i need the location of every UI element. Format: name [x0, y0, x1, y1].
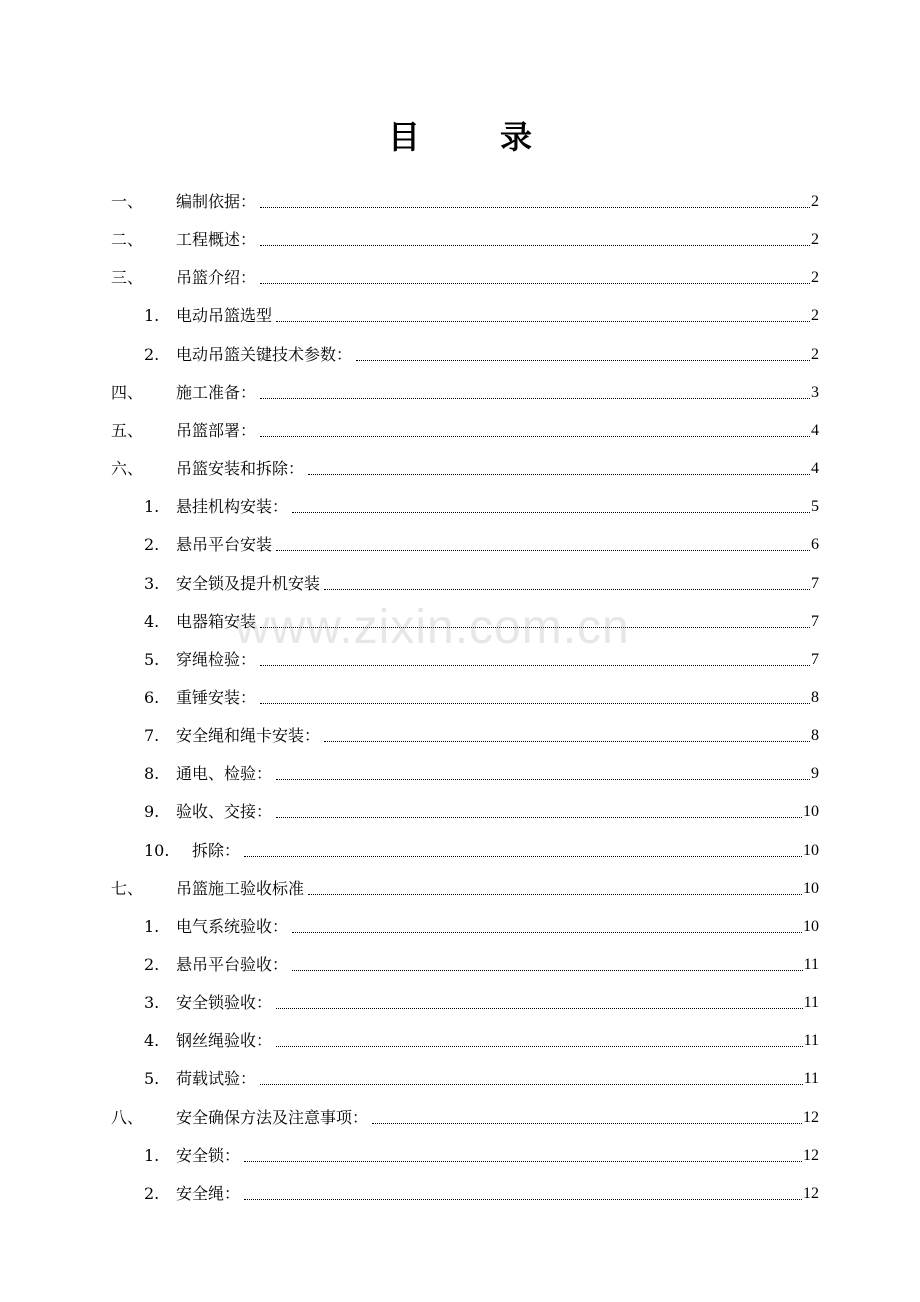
toc-entry-number: 一、: [111, 192, 144, 211]
toc-entry[interactable]: [144, 899, 819, 937]
toc-entry-title: 荷载试验：: [176, 1069, 257, 1089]
toc-entry-number: 7.: [144, 726, 160, 746]
toc-dot-leader: [324, 589, 810, 590]
toc-entry-page-number: 12: [803, 1184, 819, 1202]
toc-entry-number: 2.: [144, 1183, 160, 1203]
toc-entry-page-number: 7: [811, 574, 819, 592]
toc-entry[interactable]: [144, 517, 819, 555]
toc-entry[interactable]: [111, 174, 819, 212]
toc-entry[interactable]: [111, 441, 819, 479]
toc-entry-page-number: 2: [811, 307, 819, 325]
toc-entry-number: 3.: [144, 993, 160, 1013]
toc-dot-leader: [276, 817, 802, 818]
toc-entry[interactable]: [144, 556, 819, 594]
toc-entry-title: 悬吊平台验收：: [176, 955, 289, 974]
toc-entry-page-number: 8: [811, 688, 819, 706]
toc-dot-leader: [276, 550, 810, 551]
toc-entry-number: 5.: [144, 1069, 160, 1089]
toc-entry-title: 穿绳检验：: [176, 649, 257, 669]
toc-entry-number: 4.: [144, 611, 160, 631]
toc-entry-page-number: 4: [811, 421, 819, 439]
toc-entry-page-number: 5: [811, 498, 819, 516]
toc-dot-leader: [260, 1084, 803, 1085]
toc-entry[interactable]: [144, 975, 819, 1013]
toc-dot-leader: [292, 970, 803, 971]
toc-entry-number: 6.: [144, 687, 160, 707]
toc-dot-leader: [356, 360, 810, 361]
toc-entry-number: 四、: [111, 382, 144, 402]
toc-dot-leader: [324, 741, 810, 742]
toc-entry-page-number: 4: [811, 460, 819, 478]
toc-entry-page-number: 6: [811, 536, 819, 554]
toc-dot-leader: [308, 474, 810, 475]
toc-entry[interactable]: [144, 288, 819, 326]
toc-entry-title: 吊篮介绍：: [176, 268, 257, 288]
toc-entry[interactable]: [144, 1013, 819, 1051]
toc-entry-number: 二、: [111, 230, 144, 250]
toc-dot-leader: [308, 894, 802, 895]
toc-entry-title: 验收、交接：: [176, 802, 273, 822]
toc-dot-leader: [244, 1161, 802, 1162]
toc-entry-title: 安全绳：: [176, 1183, 241, 1203]
toc-entry[interactable]: [111, 212, 819, 250]
toc-dot-leader: [372, 1123, 802, 1124]
page-title: [0, 112, 920, 158]
toc-entry-page-number: 2: [811, 345, 819, 363]
toc-entry-page-number: 11: [803, 994, 819, 1012]
toc-dot-leader: [276, 779, 810, 780]
toc-entry-title: 悬挂机构安装：: [176, 497, 289, 517]
toc-entry[interactable]: [144, 823, 819, 861]
toc-entry-number: 2.: [144, 344, 160, 364]
toc-entry-title: 编制依据：: [176, 192, 257, 211]
toc-entry-page-number: 11: [803, 956, 819, 973]
toc-entry[interactable]: [144, 937, 819, 975]
toc-entry-page-number: 11: [803, 1032, 819, 1050]
toc-dot-leader: [244, 1199, 802, 1200]
toc-dot-leader: [260, 436, 810, 437]
toc-entry-page-number: 2: [811, 269, 819, 287]
toc-entry[interactable]: [144, 1128, 819, 1166]
toc-entry-number: 2.: [144, 535, 160, 555]
toc-entry-title: 钢丝绳验收：: [176, 1031, 273, 1051]
toc-dot-leader: [276, 1046, 803, 1047]
toc-entry-title: 安全锁验收：: [176, 993, 273, 1013]
toc-entry-number: 5.: [144, 649, 160, 669]
toc-entry-number: 4.: [144, 1031, 160, 1051]
toc-entry-page-number: 10: [803, 841, 819, 859]
toc-entry-page-number: 9: [811, 765, 819, 783]
title-char-1: 目: [387, 118, 420, 156]
toc-entry-number: 八、: [111, 1107, 144, 1127]
toc-entry-number: 2.: [144, 955, 160, 974]
toc-entry-number: 8.: [144, 764, 160, 784]
toc-entry-number: 10.: [144, 840, 170, 860]
toc-entry[interactable]: [144, 1166, 819, 1204]
toc-dot-leader: [292, 512, 810, 513]
toc-entry[interactable]: [144, 784, 819, 822]
toc-dot-leader: [244, 856, 802, 857]
toc-entry-page-number: 12: [803, 1108, 819, 1126]
toc-entry-number: 1.: [144, 916, 160, 936]
toc-dot-leader: [292, 932, 802, 933]
toc-entry-title: 工程概述：: [176, 230, 257, 250]
toc-dot-leader: [260, 283, 810, 284]
toc-entry[interactable]: [111, 861, 819, 899]
toc-entry-page-number: 8: [811, 727, 819, 745]
toc-entry-page-number: 10: [803, 917, 819, 935]
toc-entry-page-number: 3: [811, 383, 819, 401]
toc-entry-title: 悬吊平台安装: [176, 535, 273, 555]
toc-entry-title: 重锤安装：: [176, 687, 257, 707]
toc-entry-title: 安全绳和绳卡安装：: [176, 726, 321, 746]
watermark: www.zixin.com.cn: [235, 601, 630, 654]
toc-entry-title: 电动吊篮关键技术参数：: [176, 344, 353, 364]
toc-dot-leader: [276, 1008, 803, 1009]
title-char-2: 录: [500, 118, 533, 156]
toc-entry-title: 吊篮部署：: [176, 420, 257, 440]
toc-entry[interactable]: [111, 250, 819, 288]
toc-dot-leader: [276, 321, 810, 322]
toc-dot-leader: [260, 703, 810, 704]
toc-entry-page-number: 10: [803, 803, 819, 821]
toc-entry-number: 1.: [144, 1145, 160, 1165]
toc-entry-number: 9.: [144, 802, 160, 822]
toc-entry-title: 电器箱安装: [176, 611, 257, 631]
toc-entry-title: 电动吊篮选型: [176, 306, 273, 326]
toc-entry-number: 五、: [111, 420, 144, 440]
toc-dot-leader: [260, 398, 810, 399]
toc-entry[interactable]: [144, 327, 819, 365]
toc-entry[interactable]: [111, 365, 819, 403]
toc-entry-title: 通电、检验：: [176, 764, 273, 784]
toc-entry[interactable]: [144, 746, 819, 784]
toc-entry-number: 六、: [111, 459, 144, 479]
toc-entry-title: 施工准备：: [176, 382, 257, 402]
toc-dot-leader: [260, 245, 810, 246]
toc-entry[interactable]: [111, 1090, 819, 1128]
toc-entry-number: 1.: [144, 306, 160, 326]
toc-entry-title: 吊篮施工验收标准: [176, 878, 305, 898]
toc-entry-number: 1.: [144, 497, 160, 517]
toc-entry-page-number: 2: [811, 193, 819, 210]
toc-entry-page-number: 7: [811, 650, 819, 668]
toc-entry-page-number: 2: [811, 231, 819, 249]
toc-entry-title: 吊篮安装和拆除：: [176, 459, 305, 479]
toc-entry[interactable]: [144, 670, 819, 708]
toc-entry-title: 电气系统验收：: [176, 916, 289, 936]
toc-entry-number: 七、: [111, 878, 144, 898]
toc-dot-leader: [260, 665, 810, 666]
toc-entry[interactable]: [144, 479, 819, 517]
toc-entry-number: 三、: [111, 268, 144, 288]
toc-entry-title: 安全锁：: [176, 1145, 241, 1165]
toc-entry[interactable]: [144, 708, 819, 746]
toc-dot-leader: [260, 207, 810, 208]
toc-entry-page-number: 11: [803, 1070, 819, 1088]
toc-entry-title: 安全锁及提升机安装: [176, 573, 321, 593]
toc-entry[interactable]: [144, 1051, 819, 1089]
toc-entry-page-number: 12: [803, 1146, 819, 1164]
toc-entry-number: 3.: [144, 573, 160, 593]
toc-entry-page-number: 7: [811, 612, 819, 630]
toc-entry-title: 安全确保方法及注意事项：: [176, 1107, 369, 1127]
toc-entry[interactable]: [111, 403, 819, 441]
toc-entry-title: 拆除：: [192, 840, 241, 860]
toc-entry-page-number: 10: [803, 879, 819, 897]
